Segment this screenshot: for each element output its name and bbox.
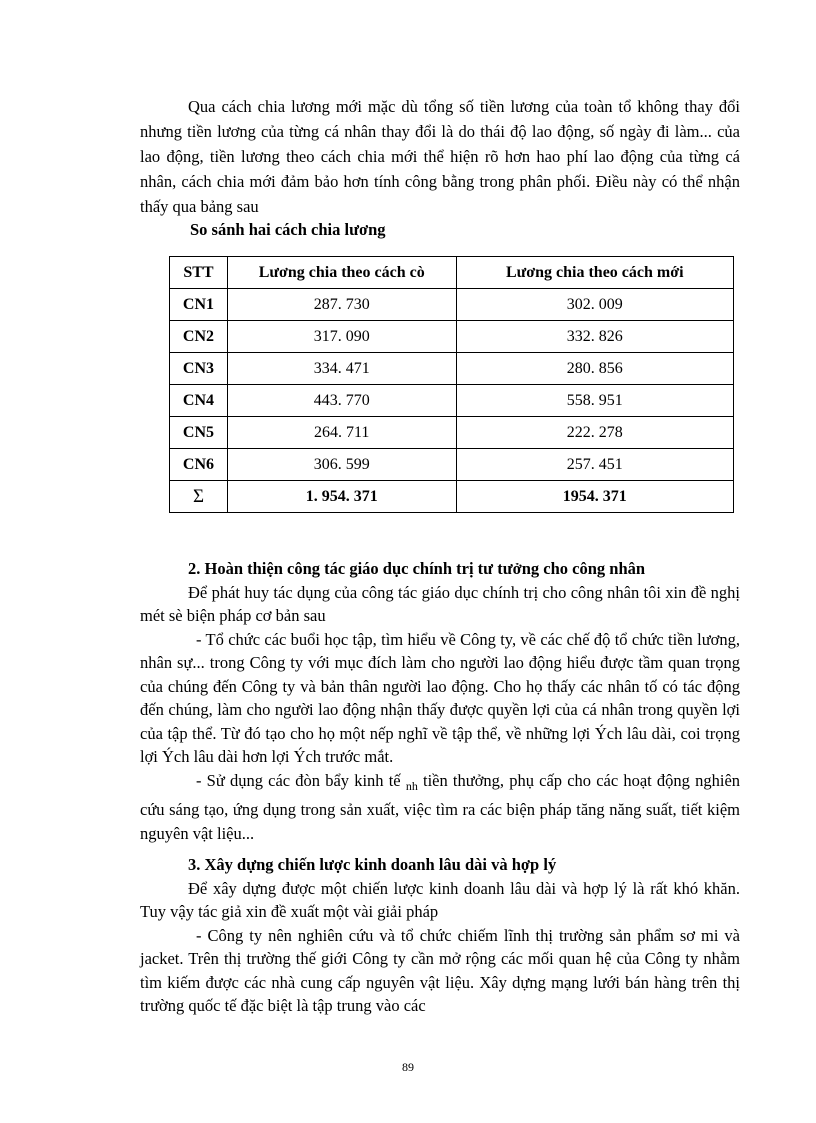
total-new-value: 1954. 371	[456, 481, 733, 513]
section-3	[140, 853, 740, 1018]
row-old-value: 334. 471	[227, 353, 456, 385]
header-stt: STT	[170, 257, 228, 289]
table-total-row	[170, 481, 734, 513]
section-2-heading: 2. Hoàn thiện công tác giáo dục chính trị tư tưởng cho công nhân	[188, 559, 646, 578]
header-new-method: Lương chia theo cách mới	[456, 257, 733, 289]
intro-section	[140, 94, 740, 219]
page-number: 89	[402, 1060, 414, 1074]
row-old-value: 264. 711	[227, 417, 456, 449]
row-stt: CN1	[170, 289, 228, 321]
bullet-2-subscript: nh	[405, 778, 418, 793]
section-3-bullet-1: - Công ty nên nghiên cứu và tổ chức chiếm lĩnh thị trường sản phẩm sơ mi và jacket. Trên thị trường thế giới Công ty cần mở rộng các mối quan hệ của Công ty nhằm tìm kiếm được các nhà cung cấp nguyên vật liệu. Xây dựng mạng lưới bán hàng trên thị trường quốc tế đặc biệt là tập trung vào các	[140, 925, 740, 1015]
table-row	[170, 321, 734, 353]
row-new-value: 302. 009	[456, 289, 733, 321]
row-stt: CN3	[170, 353, 228, 385]
table-header-row	[170, 257, 734, 289]
section-3-heading: 3. Xây dựng chiến lược kinh doanh lâu dài và hợp lý	[188, 855, 557, 874]
bullet-2-text-start: - Sử dụng các đòn bẩy kinh tế	[196, 770, 401, 790]
row-new-value: 257. 451	[456, 449, 733, 481]
row-new-value: 222. 278	[456, 417, 733, 449]
row-stt: CN2	[170, 321, 228, 353]
section-2	[140, 557, 740, 845]
header-old-method: Lương chia theo cách cò	[227, 257, 456, 289]
row-stt: CN5	[170, 417, 228, 449]
salary-comparison-table	[169, 256, 734, 513]
section-3-intro: Để xây dựng được một chiến lược kinh doanh lâu dài và hợp lý là rất khó khăn. Tuy vậy tác giả xin đề xuất một vài giải pháp	[140, 878, 740, 921]
row-old-value: 287. 730	[227, 289, 456, 321]
bullet-2-text-end: tiền thưởng, phụ cấp cho các hoạt động nghiên cứu sáng tạo, ứng dụng trong sản xuất, việc tìm ra các biện pháp tăng năng suất, tiết kiệm nguyên vật liệu...	[140, 770, 741, 843]
row-new-value: 332. 826	[456, 321, 733, 353]
table-row	[170, 417, 734, 449]
total-old-value: 1. 954. 371	[227, 481, 456, 513]
table-title: So sánh hai cách chia lương	[190, 220, 386, 239]
section-2-intro: Để phát huy tác dụng của công tác giáo dục chính trị cho công nhân tôi xin đề nghị mét sè biện pháp cơ bản sau	[140, 582, 740, 625]
table-row	[170, 385, 734, 417]
row-new-value: 280. 856	[456, 353, 733, 385]
section-2-bullet-2	[140, 769, 740, 846]
sigma-symbol: Σ	[170, 481, 228, 513]
row-old-value: 317. 090	[227, 321, 456, 353]
row-stt: CN6	[170, 449, 228, 481]
table-row	[170, 449, 734, 481]
section-2-bullet-1: - Tổ chức các buổi học tập, tìm hiểu về Công ty, về các chế độ tổ chức tiền lương, nhân sự... trong Công ty với mục đích làm cho người lao động hiểu được tầm quan trọng của chúng đến Công ty và bản thân người lao động. Cho họ thấy các nhân tố có tác động đến chúng, làm cho người lao động nhận thấy được quyền lợi của cá nhân trong quyền lợi của tập thể. Từ đó tạo cho họ một nếp nghĩ về tập thể, về những lợi Ých lâu dài, coi trọng lợi Ých lâu dài hơn lợi Ých trước mắt.	[140, 629, 740, 766]
row-stt: CN4	[170, 385, 228, 417]
row-old-value: 306. 599	[227, 449, 456, 481]
row-new-value: 558. 951	[456, 385, 733, 417]
table-row	[170, 289, 734, 321]
row-old-value: 443. 770	[227, 385, 456, 417]
intro-paragraph: Qua cách chia lương mới mặc dù tổng số tiền lương của toàn tổ không thay đổi nhưng tiền lương của từng cá nhân thay đổi là do thái độ lao động, số ngày đi làm... của lao động, tiền lương theo cách chia mới thể hiện rõ hơn hao phí lao động của từng cá nhân, cách chia mới đảm bảo hơn tính công bằng trong phân phối. Điều này có thể nhận thấy qua bảng sau	[140, 97, 740, 216]
table-row	[170, 353, 734, 385]
